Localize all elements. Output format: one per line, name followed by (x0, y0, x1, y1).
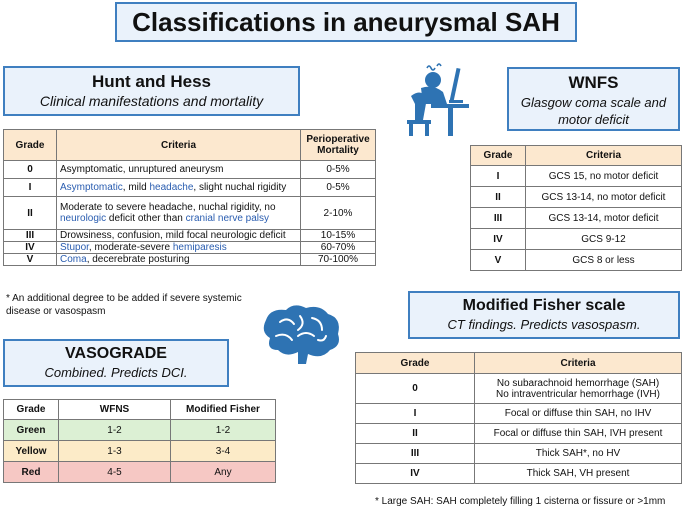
grade-cell: 0 (356, 374, 475, 404)
hunt-hess-title: Hunt and Hess (91, 72, 212, 91)
table-row (471, 250, 682, 271)
criteria-text: No intraventricular hemorrhage (IVH) (496, 388, 660, 400)
table-row (4, 462, 276, 483)
hunt-hess-header (3, 66, 300, 116)
table-row (4, 179, 376, 197)
criteria-cell (475, 404, 682, 424)
wfns-cell: 1-3 (59, 441, 171, 462)
table-row (4, 161, 376, 179)
criteria-term: Stupor (60, 242, 89, 253)
mortality-cell: 70-100% (301, 254, 376, 266)
grade-cell: I (356, 404, 475, 424)
criteria-text: , decerebrate posturing (86, 254, 190, 265)
criteria-cell (57, 242, 301, 254)
modified-fisher-title: Modified Fisher scale (462, 297, 626, 314)
criteria-text: deficit other than (106, 213, 186, 224)
table-row (356, 464, 682, 484)
column-header: Grade (471, 146, 526, 166)
column-header: Perioperative Mortality (301, 130, 376, 161)
grade-cell: II (4, 197, 57, 230)
grade-cell: Green (4, 420, 59, 441)
column-header: Criteria (526, 146, 682, 166)
column-header: Criteria (57, 130, 301, 161)
criteria-text: No subarachnoid hemorrhage (SAH) (496, 377, 660, 389)
table-row (4, 230, 376, 242)
grade-cell: II (356, 424, 475, 444)
criteria-term: headache (149, 182, 194, 193)
grade-cell: II (471, 187, 526, 208)
wfns-cell: 4-5 (59, 462, 171, 483)
criteria-text: Focal or diffuse thin SAH, no IHV (504, 408, 652, 419)
grade-cell: IV (471, 229, 526, 250)
criteria-cell (57, 197, 301, 230)
mortality-cell: 10-15% (301, 230, 376, 242)
fisher-cell: 1-2 (171, 420, 276, 441)
grade-cell: Red (4, 462, 59, 483)
table-row (356, 424, 682, 444)
grade-cell: III (4, 230, 57, 242)
criteria-text: Focal or diffuse thin SAH, IVH present (493, 428, 663, 439)
column-header: Modified Fisher (171, 400, 276, 420)
table-row (471, 166, 682, 187)
criteria-term: hemiparesis (172, 242, 227, 253)
column-header: Criteria (475, 353, 682, 374)
criteria-text: Asymptomatic, unruptured aneurysm (60, 164, 224, 175)
table-row (4, 197, 376, 230)
criteria-cell: GCS 13-14, motor deficit (526, 208, 682, 229)
wnfs-header (507, 67, 680, 131)
grade-cell: V (4, 254, 57, 266)
criteria-text: Thick SAH*, no HV (535, 448, 621, 459)
grade-cell: III (356, 444, 475, 464)
stressed-person-icon (393, 58, 473, 136)
criteria-text: Thick SAH, VH present (526, 468, 630, 479)
grade-cell: IV (356, 464, 475, 484)
mortality-cell: 0-5% (301, 161, 376, 179)
grade-cell: 0 (4, 161, 57, 179)
criteria-cell (475, 464, 682, 484)
criteria-cell: GCS 9-12 (526, 229, 682, 250)
modified-fisher-footnote: * Large SAH: SAH completely filling 1 cisterna or fissure or >1mm (375, 496, 666, 507)
criteria-cell: GCS 15, no motor deficit (526, 166, 682, 187)
criteria-text: Drowsiness, confusion, mild focal neurologic deficit (60, 230, 286, 241)
mortality-cell: 2-10% (301, 197, 376, 230)
criteria-cell (57, 230, 301, 242)
table-row (4, 242, 376, 254)
wfns-cell: 1-2 (59, 420, 171, 441)
criteria-cell: GCS 13-14, no motor deficit (526, 187, 682, 208)
criteria-cell (57, 161, 301, 179)
column-header: WFNS (59, 400, 171, 420)
criteria-term: Coma (60, 254, 87, 265)
hunt-hess-table (3, 129, 376, 266)
criteria-term: Asymptomatic (60, 182, 123, 193)
table-row (356, 404, 682, 424)
column-header: Grade (4, 400, 59, 420)
criteria-text: Moderate to severe headache, nuchal rigidity, no (60, 202, 276, 213)
table-row (4, 420, 276, 441)
criteria-cell (475, 374, 682, 404)
modified-fisher-table (355, 352, 682, 484)
criteria-cell: GCS 8 or less (526, 250, 682, 271)
criteria-text: , mild (122, 182, 150, 193)
table-row (4, 254, 376, 266)
vasograde-subtitle: Combined. Predicts DCI. (44, 365, 188, 380)
brain-icon (256, 302, 344, 368)
criteria-cell (57, 179, 301, 197)
grade-cell: I (4, 179, 57, 197)
grade-cell: Yellow (4, 441, 59, 462)
hunt-hess-footnote: * An additional degree to be added if severe systemic disease or vasospasm (6, 293, 242, 317)
hunt-hess-subtitle: Clinical manifestations and mortality (39, 93, 264, 109)
criteria-term: cranial nerve palsy (185, 213, 270, 224)
grade-cell: I (471, 166, 526, 187)
table-row (471, 229, 682, 250)
criteria-text: , moderate-severe (88, 242, 173, 253)
table-row (471, 187, 682, 208)
fisher-cell: 3-4 (171, 441, 276, 462)
modified-fisher-header (408, 291, 680, 339)
modified-fisher-subtitle: CT findings. Predicts vasospasm. (447, 317, 641, 332)
criteria-term: neurologic (60, 213, 107, 224)
column-header: Grade (4, 130, 57, 161)
grade-cell: V (471, 250, 526, 271)
column-header: Grade (356, 353, 475, 374)
mortality-cell: 60-70% (301, 242, 376, 254)
vasograde-title: VASOGRADE (65, 345, 167, 362)
vasograde-header (3, 339, 229, 387)
table-row (4, 441, 276, 462)
table-row (356, 374, 682, 404)
table-row (471, 208, 682, 229)
main-title: Classifications in aneurysmal SAH (115, 2, 577, 42)
fisher-cell: Any (171, 462, 276, 483)
criteria-text: , slight nuchal rigidity (193, 182, 287, 193)
wnfs-table (470, 145, 682, 271)
wnfs-subtitle: Glasgow coma scale and motor deficit (520, 95, 667, 127)
table-row (356, 444, 682, 464)
criteria-cell (475, 444, 682, 464)
grade-cell: III (471, 208, 526, 229)
criteria-cell (57, 254, 301, 266)
vasograde-table (3, 399, 276, 483)
wnfs-title: WNFS (568, 73, 619, 92)
criteria-cell (475, 424, 682, 444)
mortality-cell: 0-5% (301, 179, 376, 197)
grade-cell: IV (4, 242, 57, 254)
